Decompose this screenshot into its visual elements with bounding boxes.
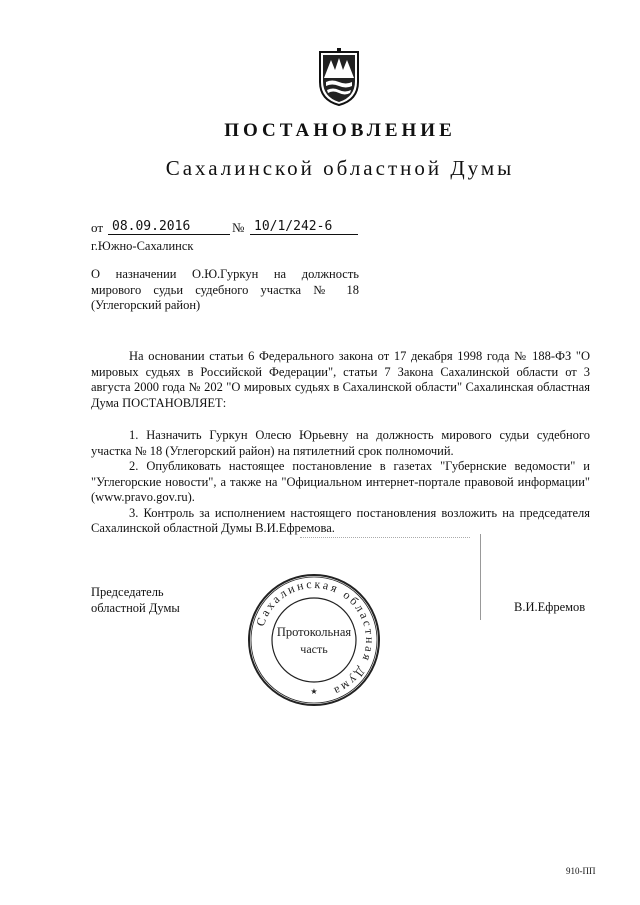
document-code: 910-ПП [566,866,596,876]
document-subtitle: Сахалинской областной Думы [165,156,515,180]
svg-text:★: ★ [310,687,318,696]
signatory-position [91,585,180,616]
resolution-item: 3. Контроль за исполнением настоящего постановления возложить на председателя Сахалинской областной Думы В.И.Ефремова. [91,505,590,535]
position-line: Председатель [91,585,164,599]
scan-mark [300,537,470,539]
signatory-name: В.И.Ефремов [514,600,586,614]
stamp-ring-text: Сахалинская областная Дума [253,576,378,700]
stamp-center-line: часть [300,642,328,656]
position-line: областной Думы [91,600,180,615]
number-value: 10/1/242-6 [250,219,358,235]
subject-line: О назначении О.Ю.Гуркун на должность [91,267,359,281]
scan-mark [480,534,481,620]
preamble-paragraph: На основании статьи 6 Федерального закона от 17 декабря 1998 года № 188-ФЗ "О мировых судьях в Российской Федерации", статьи 7 Закона Сахалинской области от 3 августа 2000 года № 202 "О мировых судьях в Сахалинской области" Сахалинская областная Дума ПОСТАНОВЛЯЕТ: [91,349,590,410]
city-line: г.Южно-Сахалинск [91,239,194,253]
number-label: № [232,220,245,235]
resolution-item: 2. Опубликовать настоящее постановление в газетах "Губернские ведомости" и "Углегорские новости", а также на "Официальном интернет-портале правовой информации" (www.pravo.gov.ru). [91,459,590,504]
resolution-item: 1. Назначить Гуркун Олесю Юрьевну на должность мирового судьи судебного участка № 18 (Углегорский район) на пятилетний срок полномочий. [91,428,590,458]
date-value: 08.09.2016 [108,219,230,235]
coat-of-arms-emblem [318,48,360,106]
date-label: от [91,220,104,235]
subject-block [91,267,359,314]
subject-line: мирового судьи судебного участка № 18 [91,282,359,297]
stamp-center-line: Протокольная [276,625,352,639]
official-stamp [246,572,382,708]
document-title: ПОСТАНОВЛЕНИЕ [224,120,456,141]
subject-line: (Углегорский район) [91,298,201,312]
resolution-body [91,349,590,537]
